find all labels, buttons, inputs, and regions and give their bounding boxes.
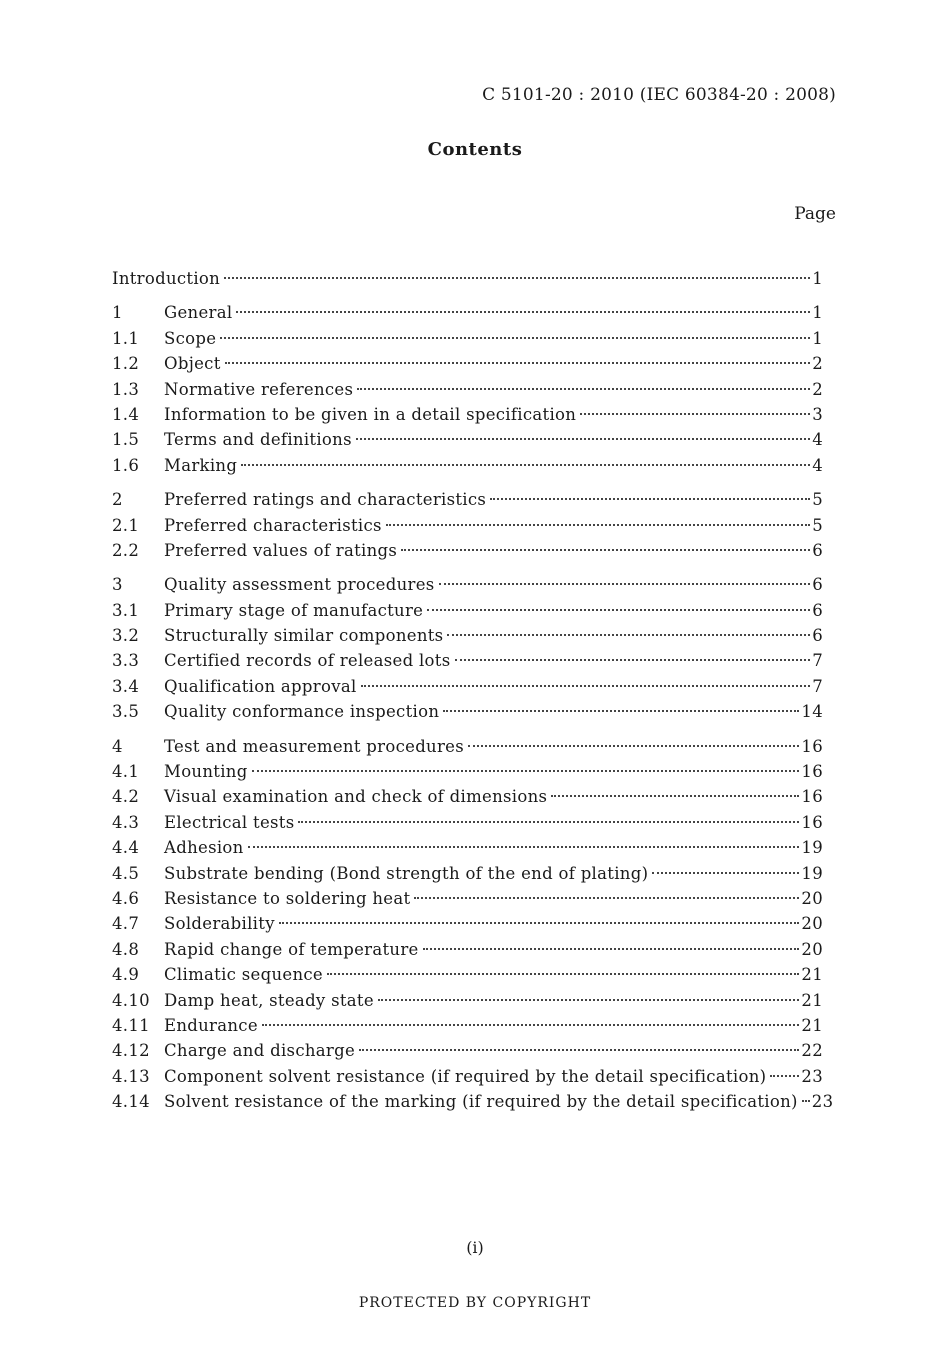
toc-entry-title: Visual examination and check of dimensions — [164, 787, 548, 807]
toc-entry-page: 5 — [812, 515, 823, 535]
toc-entry-page: 6 — [812, 540, 823, 560]
document-identifier: C 5101-20 : 2010 (IEC 60384-20 : 2008) — [482, 85, 836, 105]
dot-leader — [236, 311, 810, 313]
toc-entry-title: Scope — [164, 328, 217, 348]
toc-entry-title: General — [164, 303, 233, 323]
toc-entry-title: Structurally similar components — [164, 626, 444, 646]
copyright-notice: PROTECTED BY COPYRIGHT — [358, 1295, 592, 1311]
toc-entry-number: 4.13 — [112, 1066, 150, 1086]
toc-entry[interactable] — [112, 1013, 823, 1038]
toc-entry-title: Primary stage of manufacture — [164, 600, 424, 620]
toc-entry-number: 4.1 — [112, 762, 140, 782]
dot-leader — [252, 770, 800, 772]
toc-entry[interactable] — [112, 598, 823, 623]
dot-leader — [386, 524, 810, 526]
dot-leader — [361, 685, 811, 687]
toc-entry-page: 20 — [801, 888, 823, 908]
toc-entry[interactable] — [112, 699, 823, 724]
dot-leader — [770, 1075, 799, 1077]
toc-entry-title: Adhesion — [164, 838, 244, 858]
toc-entry[interactable] — [112, 648, 823, 673]
toc-entry-title: Certified records of released lots — [164, 651, 451, 671]
toc-entry[interactable] — [112, 377, 823, 402]
toc-entry-title: Component solvent resistance (if required by the detail specification) — [164, 1066, 767, 1086]
toc-entry[interactable] — [112, 962, 823, 987]
toc-entry-title: Information to be given in a detail specification — [164, 404, 577, 424]
toc-entry-page: 6 — [812, 626, 823, 646]
toc-entry-number: 1.3 — [112, 379, 140, 399]
toc-entry[interactable] — [112, 623, 823, 648]
toc-entry-page: 21 — [801, 990, 823, 1010]
dot-leader — [401, 549, 810, 551]
toc-entry-title: Terms and definitions — [164, 430, 352, 450]
toc-entry-number: 4 — [112, 736, 123, 756]
toc-entry-number: 2.2 — [112, 540, 140, 560]
toc-entry-page: 6 — [812, 575, 823, 595]
toc-entry-number: 4.5 — [112, 863, 140, 883]
toc-entry-page: 19 — [801, 838, 823, 858]
toc-entry-number: 1.5 — [112, 430, 140, 450]
dot-leader — [225, 362, 811, 364]
dot-leader — [447, 634, 810, 636]
toc-entry-title: Damp heat, steady state — [164, 990, 374, 1010]
toc-entry[interactable] — [112, 402, 823, 427]
toc-entry-page: 21 — [801, 965, 823, 985]
dot-leader — [490, 498, 810, 500]
toc-entry-page: 22 — [801, 1041, 823, 1061]
toc-entry-title: Normative references — [164, 379, 354, 399]
dot-leader — [443, 710, 799, 712]
page-title: Contents — [427, 139, 523, 160]
toc-entry-number: 1.4 — [112, 404, 140, 424]
toc-entry[interactable] — [112, 1089, 834, 1114]
toc-entry-title: Endurance — [164, 1015, 258, 1035]
toc-entry-title: Preferred characteristics — [164, 515, 382, 535]
dot-leader — [378, 999, 799, 1001]
dot-leader — [262, 1024, 799, 1026]
toc-entry-number: 2 — [112, 490, 123, 510]
toc-entry[interactable] — [112, 572, 823, 597]
dot-leader — [468, 745, 799, 747]
dot-leader — [652, 872, 799, 874]
toc-entry-title: Solderability — [164, 914, 275, 934]
toc-entry[interactable] — [112, 861, 823, 886]
toc-entry[interactable] — [112, 300, 823, 325]
toc-entry-number: 3.2 — [112, 626, 140, 646]
toc-entry-page: 16 — [801, 787, 823, 807]
toc-entry-number: 4.8 — [112, 939, 140, 959]
toc-entry-title: Qualification approval — [164, 676, 357, 696]
toc-entry-title: Mounting — [164, 762, 248, 782]
dot-leader — [580, 413, 810, 415]
toc-entry[interactable] — [112, 759, 823, 784]
toc-entry[interactable] — [112, 810, 823, 835]
toc-entry-title: Preferred ratings and characteristics — [164, 490, 487, 510]
toc-entry[interactable] — [112, 886, 823, 911]
toc-entry-page: 2 — [812, 354, 823, 374]
toc-entry[interactable] — [112, 674, 823, 699]
toc-entry-page: 2 — [812, 379, 823, 399]
toc-entry-page: 6 — [812, 600, 823, 620]
toc-sections — [112, 300, 834, 1114]
dot-leader — [427, 609, 810, 611]
dot-leader — [356, 438, 810, 440]
toc-entry[interactable] — [112, 351, 823, 376]
dot-leader — [279, 922, 800, 924]
toc-entry-page: 14 — [801, 702, 823, 722]
dot-leader — [220, 337, 810, 339]
dot-leader — [551, 795, 799, 797]
toc-entry-page: 16 — [801, 812, 823, 832]
toc-entry-number: 4.9 — [112, 965, 140, 985]
toc-entry-number: 2.1 — [112, 515, 140, 535]
toc-entry-title: Object — [164, 354, 221, 374]
toc-entry-title: Quality conformance inspection — [164, 702, 440, 722]
toc-entry-page: 20 — [801, 914, 823, 934]
toc-entry-title: Electrical tests — [164, 812, 295, 832]
toc-entry[interactable] — [112, 538, 823, 563]
toc-entry-number: 3.3 — [112, 651, 140, 671]
dot-leader — [423, 948, 800, 950]
toc-entry-page: 1 — [812, 328, 823, 348]
toc-entry-title: Introduction — [112, 269, 221, 288]
toc-entry-title: Quality assessment procedures — [164, 575, 435, 595]
toc-entry-title: Test and measurement procedures — [164, 736, 465, 756]
toc-entry-page: 16 — [801, 762, 823, 782]
toc-entry-page: 21 — [801, 1015, 823, 1035]
toc-entry-title: Preferred values of ratings — [164, 540, 398, 560]
dot-leader — [248, 846, 800, 848]
toc-entry[interactable] — [112, 937, 823, 962]
dot-leader — [439, 583, 811, 585]
toc-entry-introduction[interactable] — [112, 266, 823, 291]
toc-entry[interactable] — [112, 427, 823, 452]
page-number: (i) — [466, 1238, 484, 1257]
toc-entry-page: 20 — [801, 939, 823, 959]
toc-entry-page: 7 — [812, 651, 823, 671]
toc-entry[interactable] — [112, 835, 823, 860]
dot-leader — [455, 659, 811, 661]
toc-entry-page: 4 — [812, 430, 823, 450]
dot-leader — [241, 464, 810, 466]
toc-entry-page: 3 — [812, 404, 823, 424]
toc-entry-page: 5 — [812, 490, 823, 510]
toc-entry-number: 3.1 — [112, 600, 140, 620]
toc-entry-page: 19 — [801, 863, 823, 883]
toc-entry-page: 23 — [811, 1092, 834, 1112]
toc-entry-number: 4.6 — [112, 888, 140, 908]
toc-entry-page: 4 — [812, 455, 823, 475]
toc-entry-number: 4.14 — [112, 1092, 150, 1112]
dot-leader — [802, 1100, 810, 1102]
toc-entry-number: 1.2 — [112, 354, 140, 374]
toc-entry-number: 4.10 — [112, 990, 150, 1010]
toc-entry-number: 4.2 — [112, 787, 140, 807]
dot-leader — [359, 1049, 799, 1051]
toc-entry[interactable] — [112, 326, 823, 351]
toc-entry[interactable] — [112, 988, 823, 1013]
toc-entry[interactable] — [112, 784, 823, 809]
page-column-label: Page — [794, 204, 836, 224]
table-of-contents — [112, 266, 834, 1115]
toc-entry-page: 23 — [801, 1066, 823, 1086]
toc-entry[interactable] — [112, 734, 823, 759]
toc-entry-page: 1 — [812, 303, 823, 323]
dot-leader — [298, 821, 799, 823]
toc-entry-title: Climatic sequence — [164, 965, 323, 985]
toc-entry[interactable] — [112, 513, 823, 538]
toc-entry-number: 4.3 — [112, 812, 140, 832]
toc-entry-number: 4.12 — [112, 1041, 150, 1061]
toc-entry-number: 4.11 — [112, 1015, 150, 1035]
toc-entry-page: 16 — [801, 736, 823, 756]
toc-entry[interactable] — [112, 1064, 823, 1089]
toc-entry-page: 1 — [812, 269, 823, 288]
dot-leader — [414, 897, 799, 899]
toc-entry-title: Marking — [164, 455, 238, 475]
toc-entry[interactable] — [112, 911, 823, 936]
toc-entry-number: 3.4 — [112, 676, 140, 696]
toc-entry-number: 3 — [112, 575, 123, 595]
toc-entry-number: 1.1 — [112, 328, 140, 348]
toc-entry[interactable] — [112, 1038, 823, 1063]
dot-leader — [357, 388, 810, 390]
toc-entry-number: 3.5 — [112, 702, 140, 722]
toc-entry-number: 1.6 — [112, 455, 140, 475]
dot-leader — [327, 973, 799, 975]
toc-entry-title: Charge and discharge — [164, 1041, 356, 1061]
dot-leader — [224, 277, 810, 279]
toc-entry-title: Rapid change of temperature — [164, 939, 419, 959]
toc-entry-page: 7 — [812, 676, 823, 696]
toc-entry[interactable] — [112, 487, 823, 512]
toc-entry[interactable] — [112, 453, 823, 478]
toc-entry-number: 4.4 — [112, 838, 140, 858]
toc-entry-title: Solvent resistance of the marking (if required by the detail specification) — [164, 1092, 798, 1112]
toc-entry-number: 4.7 — [112, 914, 140, 934]
toc-entry-number: 1 — [112, 303, 123, 323]
toc-entry-title: Substrate bending (Bond strength of the end of plating) — [164, 863, 649, 883]
toc-entry-title: Resistance to soldering heat — [164, 888, 411, 908]
